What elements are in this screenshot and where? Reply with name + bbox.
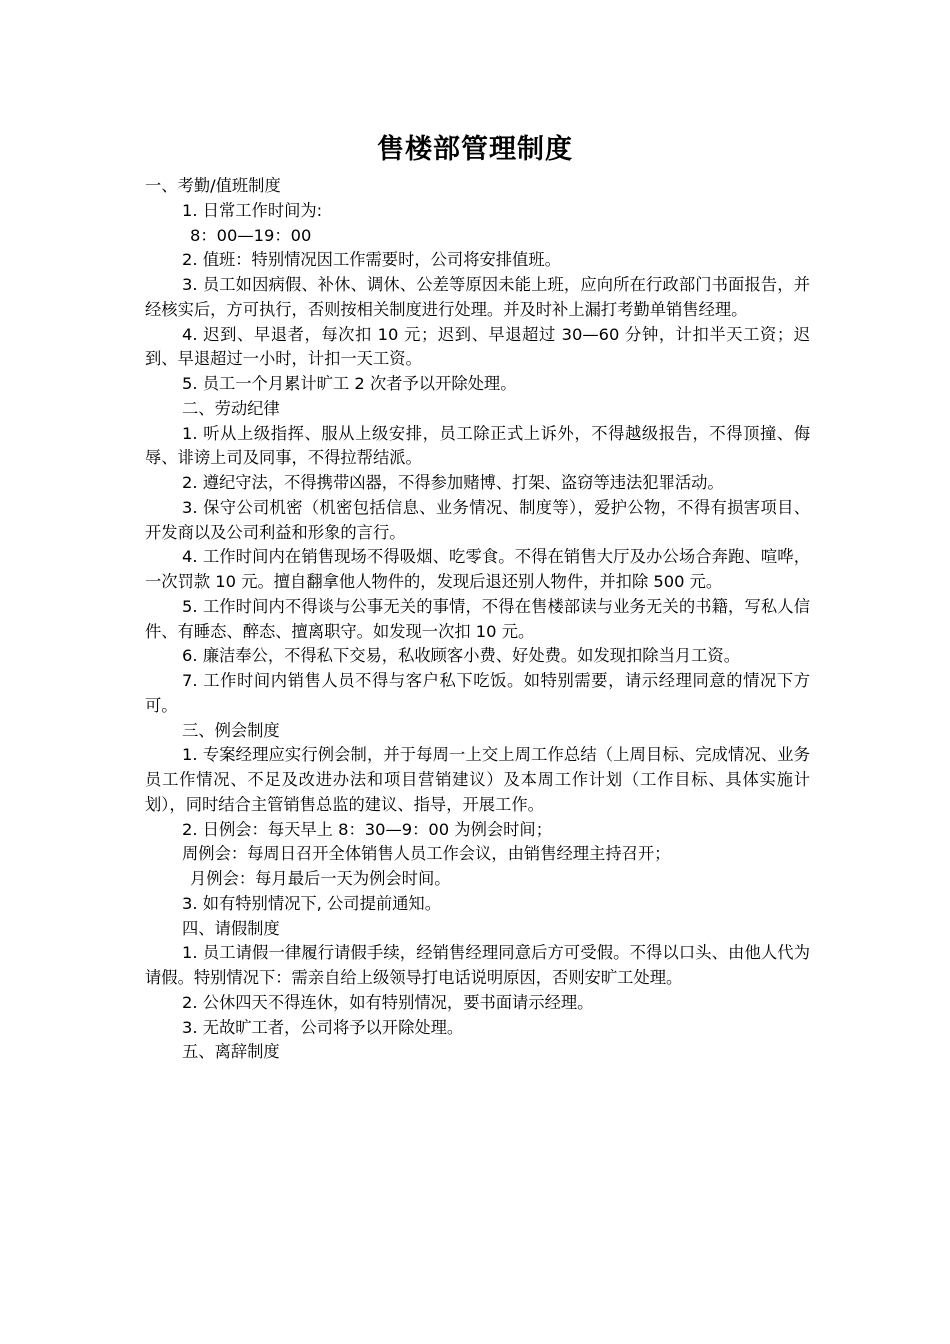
paragraph: 4. 工作时间内在销售现场不得吸烟、吃零食。不得在销售大厅及办公场合奔跑、喧哗，一次罚款 10 元。擅自翻拿他人物件的，发现后退还别人物件，并扣除 500 元。 — [145, 547, 810, 591]
paragraph: 三、例会制度 — [182, 720, 280, 740]
document-title: 售楼部管理制度 — [377, 134, 573, 165]
paragraph: 四、请假制度 — [182, 918, 280, 938]
paragraph: 月例会：每月最后一天为例会时间。 — [190, 869, 451, 888]
paragraph: 3. 保守公司机密（机密包括信息、业务情况、制度等），爱护公物，不得有损害项目、开发商以及公司利益和形象的言行。 — [145, 497, 810, 542]
paragraph: 2. 公休四天不得连休，如有特别情况，要书面请示经理。 — [182, 992, 594, 1012]
paragraph: 5. 工作时间内不得谈与公事无关的事情，不得在售楼部读与业务无关的书籍，写私人信件、有睡态、醉态、擅离职守。如发现一次扣 10 元。 — [145, 596, 810, 641]
paragraph: 2. 遵纪守法，不得携带凶器，不得参加赌博、打架、盗窃等违法犯罪活动。 — [182, 473, 724, 492]
paragraph: 周例会：每周日召开全体销售人员工作会议，由销售经理主持召开； — [182, 844, 671, 864]
paragraph: 五、离辞制度 — [182, 1042, 280, 1062]
paragraph: 1. 听从上级指挥、服从上级安排，员工除正式上诉外，不得越级报告，不得顶撞、侮辱、诽谤上司及同事，不得拉帮结派。 — [145, 423, 810, 468]
paragraph: 3. 员工如因病假、补休、调休、公差等原因未能上班，应向所在行政部门书面报告，并经核实后，方可执行，否则按相关制度进行处理。并及时补上漏打考勤单销售经理。 — [145, 275, 810, 319]
paragraph: 一、考勤/值班制度 — [145, 176, 281, 195]
paragraph: 3. 如有特别情况下, 公司提前通知。 — [182, 893, 441, 913]
paragraph: 1. 专案经理应实行例会制，并于每周一上交上周工作总结（上周目标、完成情况、业务员工作情况、不足及改进办法和项目营销建议）及本周工作计划（工作目标、具体实施计划），同时结合主管销售总监的建议、指导，开展工作。 — [145, 745, 810, 814]
paragraph: 6. 廉洁奉公，不得私下交易，私收顾客小费、好处费。如发现扣除当月工资。 — [182, 646, 740, 666]
paragraph: 二、劳动纪律 — [182, 398, 280, 418]
paragraph: 1. 员工请假一律履行请假手续，经销售经理同意后方可受假。不得以口头、由他人代为请假。特别情况下：需亲自给上级领导打电话说明原因，否则安旷工处理。 — [145, 943, 810, 987]
paragraph: 3. 无故旷工者，公司将予以开除处理。 — [182, 1017, 464, 1037]
paragraph: 2. 日例会：每天早上 8：30—9：00 为例会时间； — [182, 819, 552, 839]
paragraph: 7. 工作时间内销售人员不得与客户私下吃饭。如特别需要，请示经理同意的情况下方可。 — [145, 671, 810, 715]
paragraph: 1. 日常工作时间为: — [182, 200, 323, 220]
paragraph: 4. 迟到、早退者，每次扣 10 元；迟到、早退超过 30—60 分钟，计扣半天工资；迟到、早退超过一小时，计扣一天工资。 — [145, 324, 810, 369]
paragraph: 8：00—19：00 — [190, 225, 312, 245]
paragraph: 5. 员工一个月累计旷工 2 次者予以开除处理。 — [182, 374, 517, 393]
document-body — [145, 174, 810, 1065]
paragraph: 2. 值班：特别情况因工作需要时，公司将安排值班。 — [182, 250, 561, 270]
